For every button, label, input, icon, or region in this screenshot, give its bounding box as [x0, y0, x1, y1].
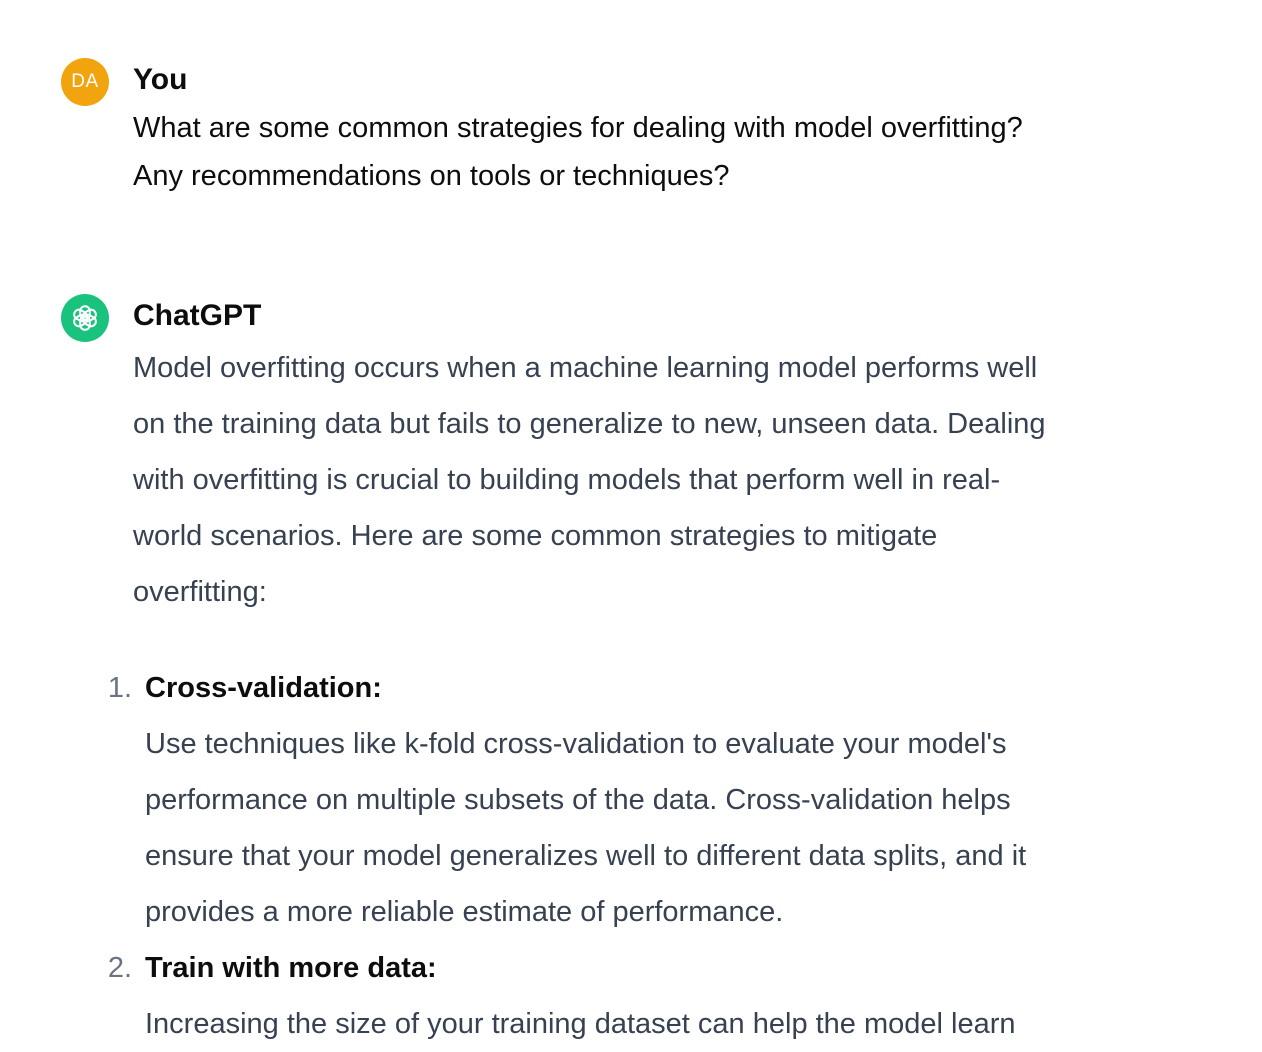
user-avatar-initials: DA — [71, 71, 99, 92]
intro-line: world scenarios. Here are some common strategies to mitigate — [133, 520, 938, 552]
list-item-line: performance on multiple subsets of the data. Cross-validation helps — [145, 784, 1011, 816]
list-item-title: Train with more data: — [145, 952, 437, 984]
intro-line: with overfitting is crucial to building models that perform well in real- — [133, 464, 1001, 496]
openai-logo-icon — [70, 303, 100, 333]
list-item — [100, 660, 1160, 940]
list-item-line: provides a more reliable estimate of performance. — [145, 896, 784, 928]
user-author-name: You — [133, 63, 188, 96]
assistant-author-name: ChatGPT — [133, 299, 262, 332]
list-item-number: 2. — [107, 952, 132, 984]
user-avatar — [61, 58, 109, 106]
list-item-line: Increasing the size of your training dataset can help the model learn — [145, 1008, 1016, 1040]
intro-line: overfitting: — [133, 576, 267, 608]
list-item-line: ensure that your model generalizes well to different data splits, and it — [145, 840, 1027, 872]
user-message-text — [133, 104, 1163, 200]
assistant-intro-paragraph — [133, 340, 1163, 620]
list-item-line: Use techniques like k-fold cross-validation to evaluate your model's — [145, 728, 1007, 760]
intro-line: on the training data but fails to generalize to new, unseen data. Dealing — [133, 408, 1046, 440]
user-message-line: Any recommendations on tools or techniques? — [133, 160, 730, 192]
chatgpt-avatar — [61, 294, 109, 342]
list-item — [100, 940, 1160, 1052]
list-item-title: Cross-validation: — [145, 672, 382, 704]
list-item-number: 1. — [107, 672, 132, 704]
user-message-line: What are some common strategies for dealing with model overfitting? — [133, 112, 1023, 144]
strategy-list — [100, 660, 1160, 1052]
intro-line: Model overfitting occurs when a machine learning model performs well — [133, 352, 1038, 384]
